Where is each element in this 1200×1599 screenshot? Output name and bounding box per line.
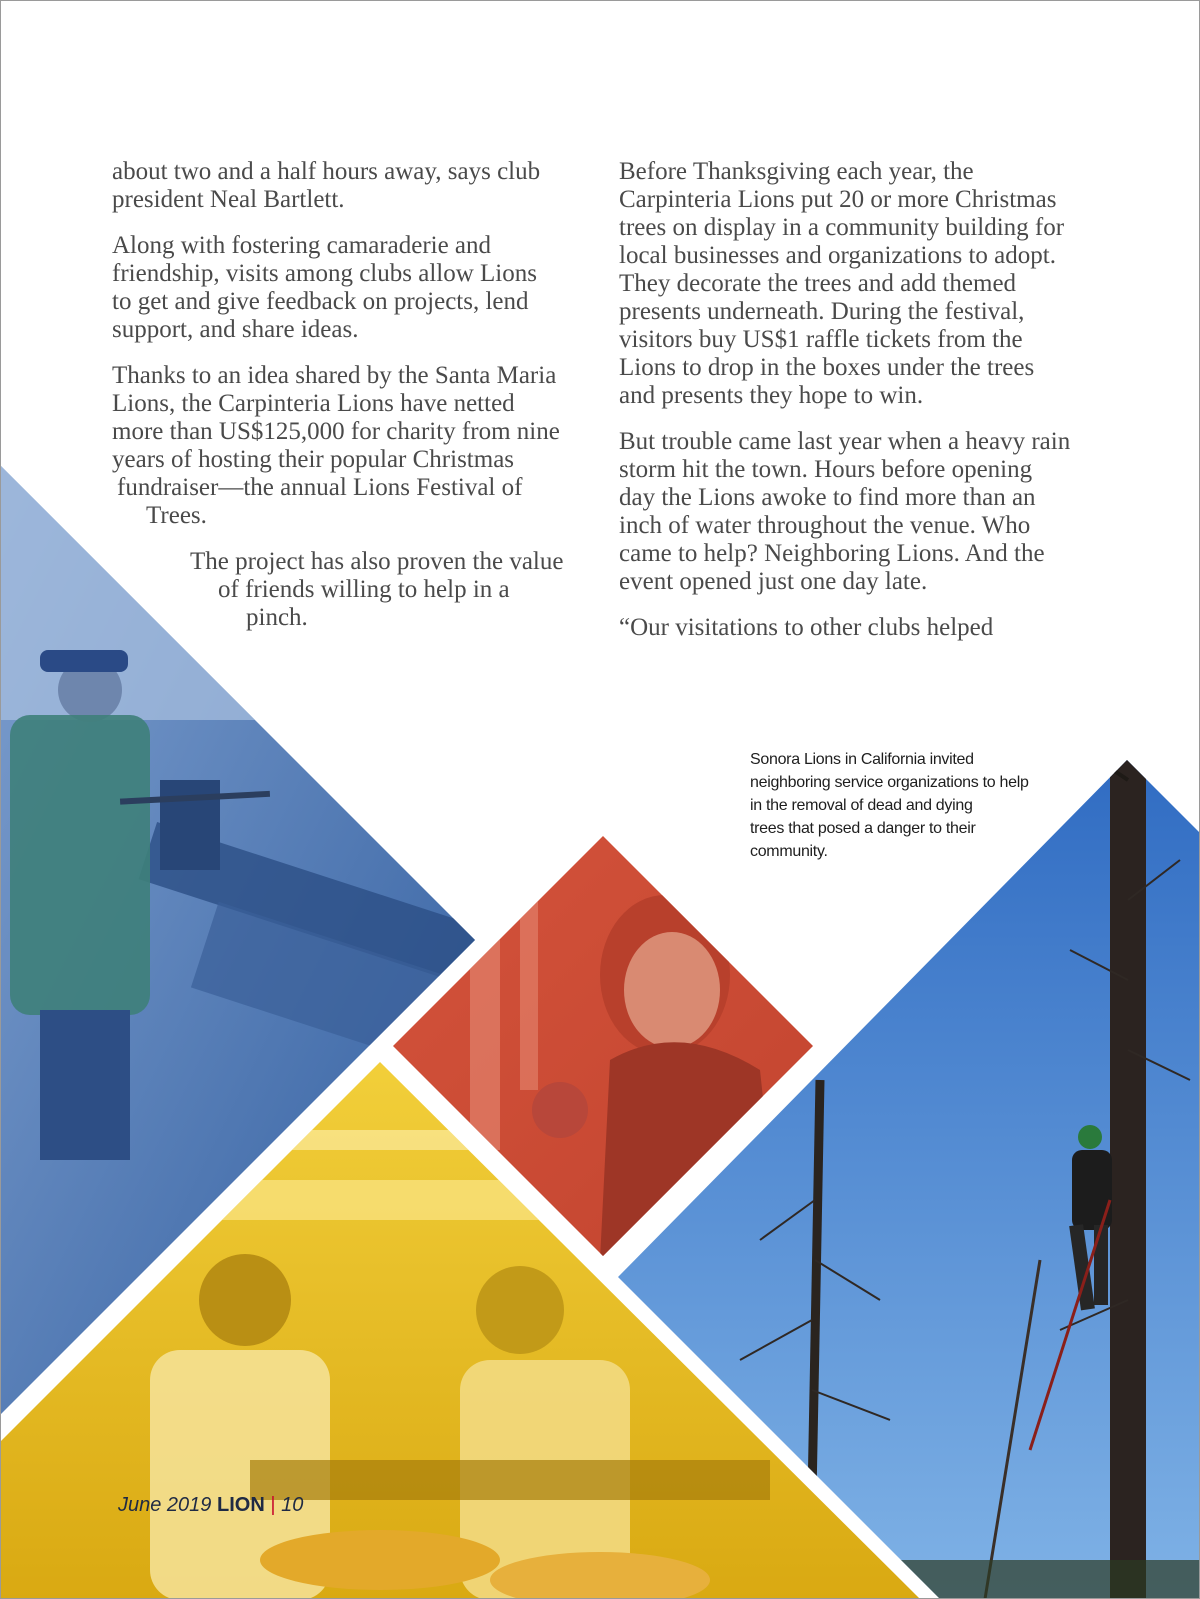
- caption-line: community.: [750, 843, 828, 860]
- caption-line: in the removal of dead and dying: [750, 797, 973, 814]
- text-line: Lions, the Carpinteria Lions have netted: [112, 390, 515, 417]
- text-line: But trouble came last year when a heavy rain: [619, 428, 1071, 455]
- text-line: visitors buy US$1 raffle tickets from the: [619, 326, 1023, 353]
- paragraph: [112, 362, 582, 530]
- paragraph: [112, 548, 582, 632]
- text-line: storm hit the town. Hours before opening: [619, 456, 1033, 483]
- text-line: Lions to drop in the boxes under the trees: [619, 354, 1035, 381]
- text-line: trees on display in a community building for: [619, 214, 1065, 241]
- text-line: event opened just one day late.: [619, 568, 928, 595]
- text-line: more than US$125,000 for charity from nine: [112, 418, 560, 445]
- text-line: support, and share ideas.: [112, 316, 359, 343]
- caption-line: trees that posed a danger to their: [750, 820, 976, 837]
- text-line: about two and a half hours away, says club: [112, 158, 541, 185]
- text-line: day the Lions awoke to find more than an: [619, 484, 1036, 511]
- footer-separator: |: [270, 1494, 276, 1516]
- text-line: pinch.: [246, 604, 308, 631]
- magazine-name: LION: [216, 1494, 265, 1516]
- photo-caption: [750, 748, 1050, 863]
- paragraph: [112, 232, 582, 344]
- text-line: presents underneath. During the festival,: [619, 298, 1025, 325]
- article-column-right: [619, 158, 1089, 660]
- text-line: and presents they hope to win.: [619, 382, 924, 409]
- text-line: Trees.: [146, 502, 207, 529]
- text-line: president Neal Bartlett.: [112, 186, 345, 213]
- paragraph: [619, 614, 1089, 642]
- text-line: Thanks to an idea shared by the Santa Maria: [112, 362, 557, 389]
- text-line: local businesses and organizations to adopt.: [619, 242, 1056, 269]
- text-line: Before Thanksgiving each year, the: [619, 158, 974, 185]
- text-line: inch of water throughout the venue. Who: [619, 512, 1031, 539]
- issue-date: June 2019: [118, 1494, 212, 1516]
- text-line: “Our visitations to other clubs helped: [619, 614, 994, 641]
- text-line: fundraiser—the annual Lions Festival of: [117, 474, 523, 501]
- text-line: They decorate the trees and add themed: [619, 270, 1017, 297]
- page-number: 10: [281, 1494, 304, 1516]
- caption-line: Sonora Lions in California invited: [750, 751, 974, 768]
- paragraph: [619, 158, 1089, 410]
- article-column-left: [112, 158, 582, 650]
- text-line: Carpinteria Lions put 20 or more Christmas: [619, 186, 1057, 213]
- caption-line: neighboring service organizations to help: [750, 774, 1029, 791]
- text-line: came to help? Neighboring Lions. And the: [619, 540, 1045, 567]
- page-footer: [118, 1494, 303, 1517]
- text-line: of friends willing to help in a: [218, 576, 510, 603]
- paragraph: [619, 428, 1089, 596]
- text-line: friendship, visits among clubs allow Lions: [112, 260, 537, 287]
- paragraph: [112, 158, 582, 214]
- text-line: The project has also proven the value: [190, 548, 564, 575]
- text-line: years of hosting their popular Christmas: [112, 446, 515, 473]
- text-line: to get and give feedback on projects, lend: [112, 288, 529, 315]
- text-line: Along with fostering camaraderie and: [112, 232, 492, 259]
